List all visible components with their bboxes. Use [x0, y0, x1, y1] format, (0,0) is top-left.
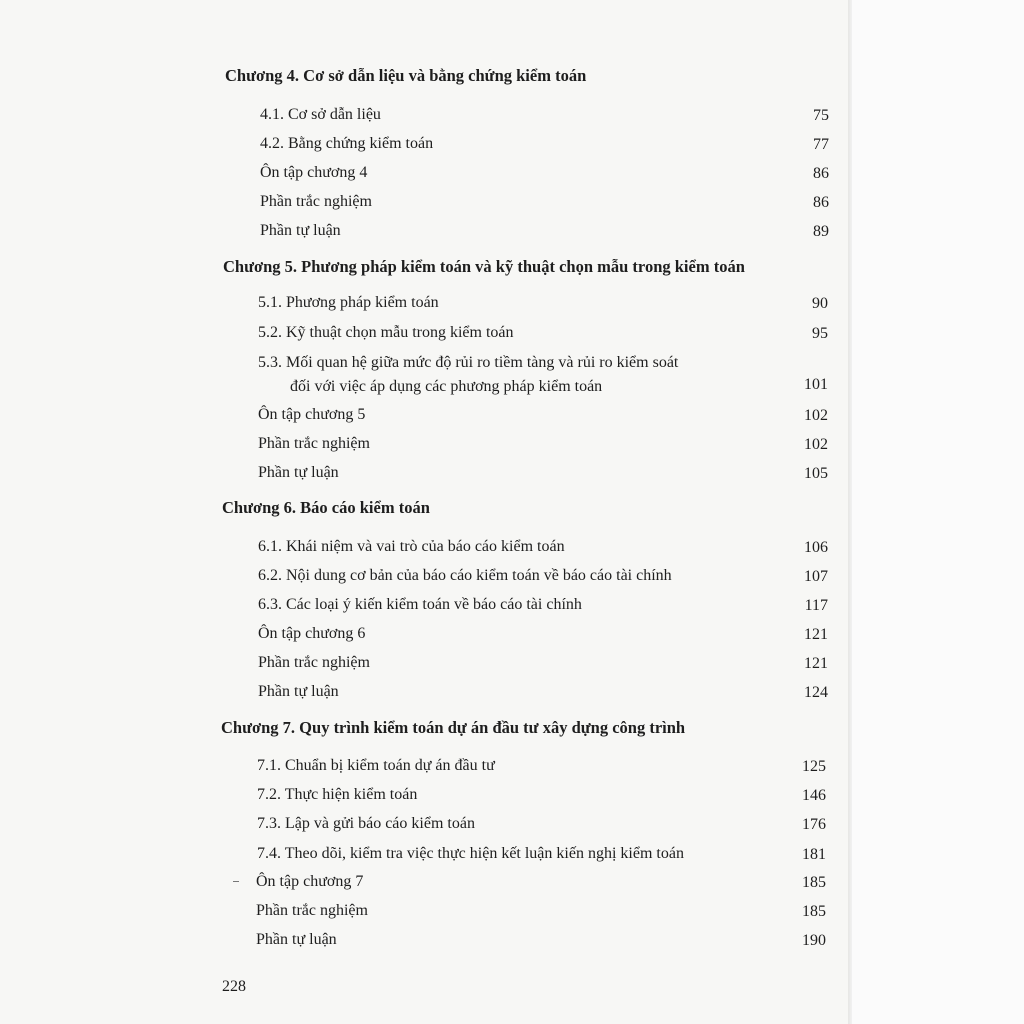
toc-entry-label: 5.2. Kỹ thuật chọn mẫu trong kiểm toán	[258, 324, 514, 341]
toc-entry-label: Phần tự luận	[258, 683, 339, 700]
page-number: 228	[222, 978, 246, 995]
chapter-7-title: Chương 7. Quy trình kiểm toán dự án đầu tư xây dựng công trình	[221, 718, 686, 737]
toc-entry-page: 89	[813, 223, 829, 240]
toc-entry-label: Phần trắc nghiệm	[260, 193, 372, 210]
toc-entry-page: 90	[812, 295, 828, 312]
toc-entry-page: 117	[804, 597, 828, 614]
toc-entry-label-continued: đối với việc áp dụng các phương pháp kiểm toán	[290, 378, 603, 395]
toc-entry-page: 95	[812, 325, 828, 342]
chapter-4-title: Chương 4. Cơ sở dẫn liệu và bằng chứng kiểm toán	[225, 66, 587, 85]
toc-entry-label: Ôn tập chương 6	[258, 625, 366, 642]
toc-entry-page: 125	[802, 758, 826, 775]
toc-entry-page: 86	[813, 194, 829, 211]
toc-entry-label: Phần tự luận	[256, 931, 337, 948]
toc-entry-label: 7.4. Theo dõi, kiểm tra việc thực hiện kết luận kiến nghị kiểm toán	[257, 845, 684, 862]
toc-entry-page: 190	[802, 932, 826, 949]
toc-entry-label: 5.3. Mối quan hệ giữa mức độ rủi ro tiềm tàng và rủi ro kiểm soát	[258, 354, 679, 371]
toc-entry-page: 106	[804, 539, 828, 556]
toc-entry-page: 124	[804, 684, 828, 701]
toc-entry-label: Ôn tập chương 4	[260, 164, 368, 181]
toc-entry-page: 75	[813, 107, 829, 124]
toc-entry-page: 121	[804, 626, 828, 643]
toc-entry-label: 4.2. Bằng chứng kiểm toán	[260, 135, 434, 152]
toc-entry-page: 146	[802, 787, 826, 804]
chapter-5-title: Chương 5. Phương pháp kiểm toán và kỹ thuật chọn mẫu trong kiểm toán	[223, 257, 745, 276]
toc-entry-label: Phần trắc nghiệm	[258, 654, 370, 671]
toc-entry-label: 7.1. Chuẩn bị kiểm toán dự án đầu tư	[257, 757, 495, 774]
stray-mark	[233, 881, 239, 882]
toc-entry-page: 86	[813, 165, 829, 182]
toc-entry-page: 101	[804, 376, 828, 393]
toc-entry-page: 107	[804, 568, 828, 585]
toc-entry-page: 105	[804, 465, 828, 482]
toc-entry-page: 181	[802, 846, 826, 863]
toc-entry-page: 77	[813, 136, 829, 153]
toc-entry-page: 176	[802, 816, 826, 833]
chapter-6-title: Chương 6. Báo cáo kiểm toán	[222, 498, 430, 517]
toc-entry-label: 5.1. Phương pháp kiểm toán	[258, 294, 439, 311]
toc-entry-label: 6.1. Khái niệm và vai trò của báo cáo kiểm toán	[258, 538, 565, 555]
toc-entry-label: 7.2. Thực hiện kiểm toán	[257, 786, 418, 803]
toc-entry-label: 7.3. Lập và gửi báo cáo kiểm toán	[257, 815, 475, 832]
toc-entry-page: 185	[802, 903, 826, 920]
toc-entry-label: 4.1. Cơ sở dẫn liệu	[260, 106, 381, 123]
toc-entry-label: Ôn tập chương 7	[256, 873, 364, 890]
toc-entry-label: 6.2. Nội dung cơ bản của báo cáo kiểm toán về báo cáo tài chính	[258, 567, 672, 584]
toc-entry-label: Phần tự luận	[260, 222, 341, 239]
toc-entry-page: 185	[802, 874, 826, 891]
toc-entry-label: Phần trắc nghiệm	[256, 902, 368, 919]
page-edge	[852, 0, 1024, 1024]
toc-entry-label: Ôn tập chương 5	[258, 406, 366, 423]
toc-entry-label: Phần tự luận	[258, 464, 339, 481]
toc-entry-label: Phần trắc nghiệm	[258, 435, 370, 452]
toc-entry-label: 6.3. Các loại ý kiến kiểm toán về báo cáo tài chính	[258, 596, 582, 613]
toc-entry-page: 102	[804, 436, 828, 453]
toc-entry-page: 121	[804, 655, 828, 672]
toc-entry-page: 102	[804, 407, 828, 424]
